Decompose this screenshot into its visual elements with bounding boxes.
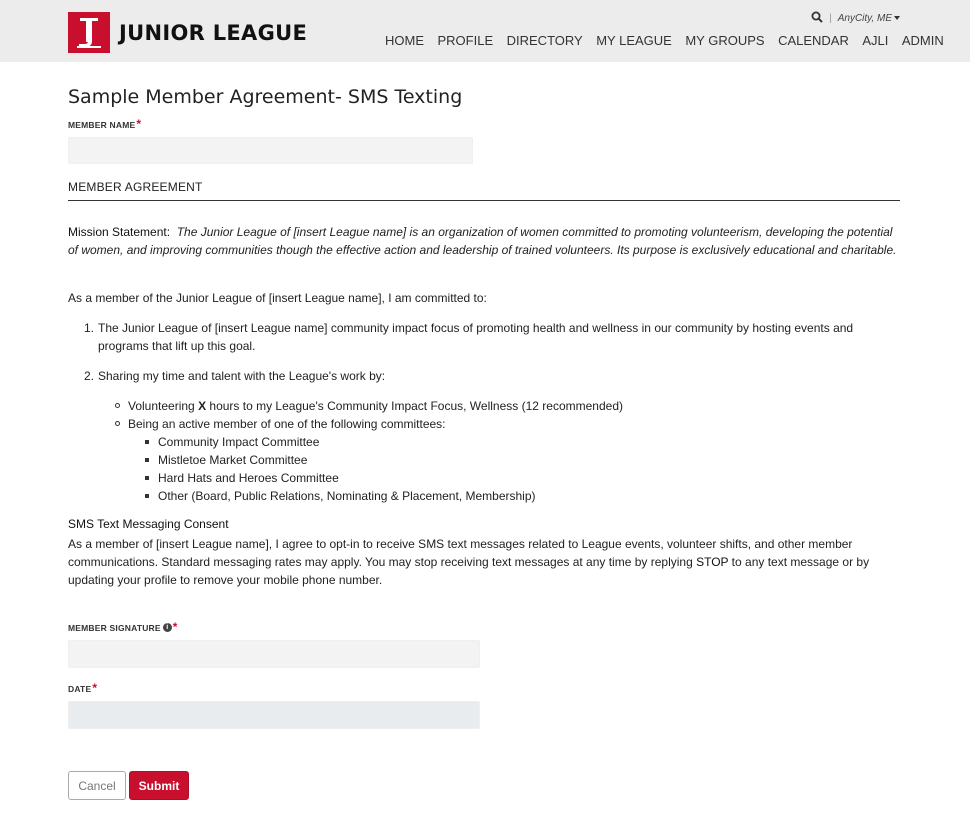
required-mark: *: [172, 620, 178, 634]
commitment-intro: As a member of the Junior League of [insert League name], I am committed to:: [68, 291, 487, 305]
member-agreement-heading: MEMBER AGREEMENT: [68, 180, 203, 194]
sms-consent-heading: SMS Text Messaging Consent: [68, 517, 229, 531]
main-nav: [385, 33, 944, 48]
list-number: 1.: [84, 321, 95, 335]
bullet: [115, 403, 120, 408]
bullet: [145, 494, 149, 498]
submit-button[interactable]: Submit: [129, 771, 189, 800]
signature-input[interactable]: [68, 640, 480, 668]
committee-item: Other (Board, Public Relations, Nominating & Placement, Membership): [158, 489, 536, 503]
list-item-text: Sharing my time and talent with the League's work by:: [98, 369, 386, 383]
nav-home[interactable]: HOME: [385, 33, 424, 48]
list-item: Volunteering X hours to my League's Community Impact Focus, Wellness (12 recommended): [128, 399, 623, 413]
site-header: [0, 0, 970, 62]
list-item-text: The Junior League of [insert League name] community impact focus of promoting health and wellness in our community by hosting events and programs that lift up this goal.: [98, 321, 854, 353]
mission-text: The Junior League of [insert League name] is an organization of women committed to promoting volunteerism, developing the potential of women, and improving communities though the effective action and leadership of trained volunteers. Its purpose is exclusively educational and charitable.: [68, 225, 897, 257]
list-item: Being an active member of one of the following committees:: [128, 417, 446, 431]
mission-label: Mission Statement:: [68, 225, 171, 239]
nav-calendar[interactable]: CALENDAR: [778, 33, 849, 48]
member-name-input[interactable]: [68, 137, 473, 164]
bullet: [145, 476, 149, 480]
required-mark: *: [92, 681, 98, 695]
utility-bar: [811, 11, 900, 26]
logo[interactable]: [68, 12, 307, 53]
bullet: [145, 440, 149, 444]
divider: |: [829, 13, 832, 24]
nav-directory[interactable]: DIRECTORY: [506, 33, 583, 48]
junior-league-logo-icon: [68, 12, 110, 53]
date-input[interactable]: [68, 701, 480, 729]
list-item: [84, 319, 900, 355]
list-item: [84, 367, 900, 385]
search-icon[interactable]: [811, 11, 823, 26]
sms-consent-text: As a member of [insert League name], I agree to opt-in to receive SMS text messages related to League events, volunteer shifts, and other member communications. Standard messaging rates may apply. You may stop receiving text messages at any time by replying STOP to any text message or by updating your profile to remove your mobile phone number.: [68, 537, 870, 587]
stop-keyword: STOP: [696, 555, 729, 569]
section-divider: [68, 200, 900, 201]
bullet: [115, 421, 120, 426]
location-selector[interactable]: AnyCity, ME: [837, 13, 892, 24]
date-label: DATE*: [68, 681, 98, 695]
brand-name: JUNIOR LEAGUE: [119, 20, 308, 45]
nav-profile[interactable]: PROFILE: [437, 33, 494, 48]
chevron-down-icon[interactable]: [894, 16, 900, 20]
hours-value: X: [198, 399, 207, 413]
required-mark: *: [136, 117, 142, 131]
nav-my-league[interactable]: MY LEAGUE: [596, 33, 672, 48]
mission-statement: [68, 223, 900, 259]
committee-item: Hard Hats and Heroes Committee: [158, 471, 339, 485]
bullet: [145, 458, 149, 462]
page-title: Sample Member Agreement- SMS Texting: [68, 86, 463, 108]
list-number: 2.: [84, 369, 95, 383]
info-icon[interactable]: i: [163, 623, 172, 632]
nav-ajli[interactable]: AJLI: [862, 33, 889, 48]
committee-item: Community Impact Committee: [158, 435, 320, 449]
member-name-label: MEMBER NAME*: [68, 117, 142, 131]
nav-admin[interactable]: ADMIN: [901, 33, 944, 48]
cancel-button[interactable]: Cancel: [68, 771, 126, 800]
signature-label: MEMBER SIGNATURE i *: [68, 620, 178, 634]
nav-my-groups[interactable]: MY GROUPS: [685, 33, 765, 48]
committee-item: Mistletoe Market Committee: [158, 453, 308, 467]
